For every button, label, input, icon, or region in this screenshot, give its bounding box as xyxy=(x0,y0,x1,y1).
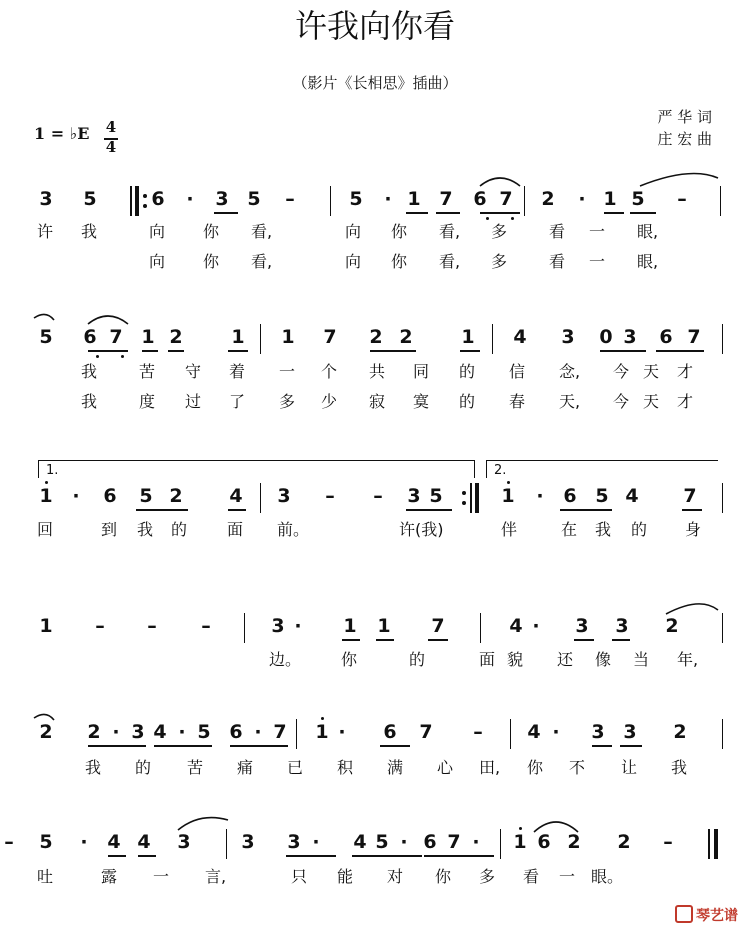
tie-arc xyxy=(480,178,520,186)
note: 3 xyxy=(623,721,637,743)
note: 3 xyxy=(177,831,191,853)
lyric-verse-one: 着 xyxy=(229,362,246,381)
lyric-verse-one: 一 xyxy=(153,867,170,886)
note: 2 xyxy=(665,615,679,637)
lyric-verse-one: 看 xyxy=(523,867,540,886)
lyric-verse-two: 我 xyxy=(81,392,98,411)
note: · xyxy=(536,485,544,507)
lyric-verse-one: 面 xyxy=(227,520,244,539)
note: · xyxy=(578,188,586,210)
note: · xyxy=(112,721,120,743)
note: 3 xyxy=(287,831,301,853)
lyric-verse-one: 才 xyxy=(677,362,694,381)
note: – xyxy=(147,615,157,637)
lyric-verse-one: 在 xyxy=(561,520,578,539)
note: 3 xyxy=(277,485,291,507)
lyric-verse-one: 向 xyxy=(149,222,166,241)
song-title: 许我向你看 xyxy=(294,7,455,45)
lyric-verse-one: 你 xyxy=(435,867,452,886)
lyric-verse-one: 到 xyxy=(101,520,118,539)
lyric-verse-one: 的 xyxy=(135,758,152,777)
lyric-verse-two: 春 xyxy=(509,392,526,411)
lyric-verse-one: 吐 xyxy=(37,867,54,886)
lyric-verse-one: 我 xyxy=(137,520,154,539)
note: 1 xyxy=(513,831,527,853)
lyric-verse-one: 你 xyxy=(341,650,358,669)
note: · xyxy=(254,721,262,743)
note: – xyxy=(373,485,383,507)
note: 1 xyxy=(315,721,329,743)
note: · xyxy=(186,188,194,210)
lyric-verse-one: 前。 xyxy=(277,520,310,539)
note: 4 xyxy=(527,721,541,743)
note: 5 xyxy=(139,485,153,507)
note: · xyxy=(178,721,186,743)
lyric-verse-one: 对 xyxy=(387,867,404,886)
lyric-verse-one: 已 xyxy=(287,758,304,777)
note: 3 xyxy=(215,188,229,210)
lyric-verse-one: 看, xyxy=(439,222,461,241)
lyric-verse-one: 一 xyxy=(279,362,296,381)
note: 1 xyxy=(231,326,245,348)
lyric-verse-one: 今 xyxy=(613,362,630,381)
lyric-verse-one: 信 xyxy=(509,362,526,381)
lyric-verse-one: 看, xyxy=(251,222,273,241)
lyric-verse-one: 伴 xyxy=(501,520,518,539)
lyric-verse-two: 多 xyxy=(491,252,508,271)
lyric-verse-one: 守 xyxy=(185,362,202,381)
lyric-verse-one: 还 xyxy=(557,650,574,669)
lyric-verse-one: 的 xyxy=(171,520,188,539)
note: 6 xyxy=(103,485,117,507)
lyric-verse-one: 看 xyxy=(549,222,566,241)
lyric-verse-two: 你 xyxy=(391,252,408,271)
note: 3 xyxy=(271,615,285,637)
lyric-verse-two: 天, xyxy=(559,392,581,411)
lyric-verse-two: 才 xyxy=(677,392,694,411)
lyric-verse-two: 天 xyxy=(643,392,660,411)
lyric-verse-one: 的 xyxy=(459,362,476,381)
lyric-verse-two: 看, xyxy=(439,252,461,271)
note: 7 xyxy=(683,485,697,507)
note: 7 xyxy=(447,831,461,853)
note: 3 xyxy=(591,721,605,743)
lyric-verse-two: 了 xyxy=(229,392,246,411)
note: 7 xyxy=(431,615,445,637)
note: 3 xyxy=(623,326,637,348)
note: 5 xyxy=(197,721,211,743)
note: 3 xyxy=(39,188,53,210)
lyric-verse-two: 过 xyxy=(185,392,202,411)
lyric-verse-two: 眼, xyxy=(637,252,659,271)
note: – xyxy=(201,615,211,637)
volta-one-label: 1. xyxy=(46,463,59,478)
note: 3 xyxy=(241,831,255,853)
lyric-verse-one: 言, xyxy=(205,867,227,886)
note: 4 xyxy=(353,831,367,853)
lyric-verse-one: 许(我) xyxy=(399,520,444,539)
note: 1 xyxy=(603,188,617,210)
note: 7 xyxy=(323,326,337,348)
lyric-verse-one: 向 xyxy=(345,222,362,241)
note: 3 xyxy=(407,485,421,507)
tie-arc xyxy=(34,314,54,320)
lyric-verse-one: 你 xyxy=(527,758,544,777)
note: · xyxy=(532,615,540,637)
note: 2 xyxy=(399,326,413,348)
lyric-verse-one: 我 xyxy=(595,520,612,539)
note: 3 xyxy=(575,615,589,637)
note: 1 xyxy=(501,485,515,507)
lyric-verse-one: 的 xyxy=(409,650,426,669)
lyric-verse-two: 的 xyxy=(459,392,476,411)
note: · xyxy=(384,188,392,210)
lyric-verse-two: 寞 xyxy=(413,392,430,411)
note: 5 xyxy=(349,188,363,210)
lyric-verse-one: 不 xyxy=(569,758,586,777)
lyric-verse-one: 我 xyxy=(671,758,688,777)
lyric-verse-one: 天 xyxy=(643,362,660,381)
lyric-verse-one: 许 xyxy=(37,222,54,241)
note: 6 xyxy=(537,831,551,853)
tie-arc xyxy=(88,316,128,324)
lyric-verse-one: 眼, xyxy=(637,222,659,241)
note: 5 xyxy=(39,326,53,348)
note: 5 xyxy=(83,188,97,210)
note: 2 xyxy=(541,188,555,210)
lyric-verse-one: 的 xyxy=(631,520,648,539)
note: 2 xyxy=(567,831,581,853)
note: 1 xyxy=(377,615,391,637)
note: 2 xyxy=(169,326,183,348)
note: 2 xyxy=(617,831,631,853)
key-label: 1 = ♭E xyxy=(34,124,90,143)
note: 6 xyxy=(473,188,487,210)
note: 4 xyxy=(229,485,243,507)
lyric-verse-one: 我 xyxy=(81,362,98,381)
note: – xyxy=(677,188,687,210)
note: 4 xyxy=(625,485,639,507)
lyric-verse-one: 多 xyxy=(479,867,496,886)
note: 7 xyxy=(109,326,123,348)
note: 7 xyxy=(439,188,453,210)
lyric-verse-two: 向 xyxy=(149,252,166,271)
note: – xyxy=(4,831,14,853)
note: 4 xyxy=(153,721,167,743)
lyric-verse-two: 看 xyxy=(549,252,566,271)
note: 1 xyxy=(39,485,53,507)
note: 1 xyxy=(39,615,53,637)
note: 7 xyxy=(273,721,287,743)
lyric-verse-one: 面 xyxy=(479,650,496,669)
note: 6 xyxy=(563,485,577,507)
note: 5 xyxy=(375,831,389,853)
lyric-verse-two: 向 xyxy=(345,252,362,271)
lyric-verse-one: 边。 xyxy=(269,650,302,669)
note: 2 xyxy=(369,326,383,348)
tie-arc xyxy=(178,818,228,830)
lyric-verse-one: 像 xyxy=(595,650,612,669)
note: · xyxy=(294,615,302,637)
note: · xyxy=(552,721,560,743)
tie-arc xyxy=(534,822,578,832)
note: 6 xyxy=(423,831,437,853)
time-signature-bottom: 4 xyxy=(105,138,117,156)
song-subtitle: （影片《长相思》插曲） xyxy=(292,74,458,92)
lyric-verse-two: 看, xyxy=(251,252,273,271)
lyric-verse-one: 我 xyxy=(81,222,98,241)
note: · xyxy=(312,831,320,853)
note: 4 xyxy=(509,615,523,637)
lyric-verse-one: 痛 xyxy=(237,758,254,777)
tie-arc xyxy=(640,174,718,187)
lyric-verse-two: 今 xyxy=(613,392,630,411)
note: – xyxy=(663,831,673,853)
lyric-verse-two: 你 xyxy=(203,252,220,271)
note: 2 xyxy=(673,721,687,743)
note: · xyxy=(338,721,346,743)
lyric-verse-one: 让 xyxy=(621,758,638,777)
logo-text: 琴艺谱 xyxy=(696,908,738,924)
lyric-verse-two: 度 xyxy=(139,392,156,411)
lyric-verse-one: 心 xyxy=(437,758,454,777)
note: 2 xyxy=(169,485,183,507)
lyric-verse-one: 我 xyxy=(85,758,102,777)
note: · xyxy=(72,485,80,507)
lyric-verse-one: 多 xyxy=(491,222,508,241)
note: 2 xyxy=(39,721,53,743)
lyric-verse-one: 田, xyxy=(479,758,501,777)
note: 5 xyxy=(247,188,261,210)
note: 1 xyxy=(141,326,155,348)
volta-two-label: 2. xyxy=(494,463,507,478)
lyric-verse-one: 年, xyxy=(677,650,699,669)
lyric-verse-one: 共 xyxy=(369,362,386,381)
lyric-verse-two: 一 xyxy=(589,252,606,271)
lyric-verse-one: 你 xyxy=(391,222,408,241)
note: 2 xyxy=(87,721,101,743)
note: 5 xyxy=(595,485,609,507)
note: 0 xyxy=(599,326,613,348)
note: · xyxy=(472,831,480,853)
note: 1 xyxy=(461,326,475,348)
lyricist-credit: 严 华 词 xyxy=(657,108,712,126)
tie-arc xyxy=(666,604,718,614)
lyric-verse-one: 一 xyxy=(589,222,606,241)
note: 5 xyxy=(631,188,645,210)
note: 6 xyxy=(83,326,97,348)
lyric-verse-one: 当 xyxy=(633,650,650,669)
note: 3 xyxy=(561,326,575,348)
lyric-verse-one: 一 xyxy=(559,867,576,886)
lyric-verse-one: 同 xyxy=(413,362,430,381)
note: – xyxy=(473,721,483,743)
note: 1 xyxy=(281,326,295,348)
note: · xyxy=(80,831,88,853)
note: 7 xyxy=(687,326,701,348)
lyric-verse-one: 眼。 xyxy=(591,867,624,886)
note: 6 xyxy=(229,721,243,743)
lyric-verse-two: 寂 xyxy=(369,392,386,411)
tie-arc xyxy=(34,714,54,720)
lyric-verse-two: 多 xyxy=(279,392,296,411)
lyric-verse-one: 身 xyxy=(685,520,702,539)
lyric-verse-one: 苦 xyxy=(187,758,204,777)
note: 3 xyxy=(615,615,629,637)
time-signature-top: 4 xyxy=(105,118,117,136)
note: – xyxy=(325,485,335,507)
note: 1 xyxy=(407,188,421,210)
lyric-verse-one: 你 xyxy=(203,222,220,241)
lyric-verse-one: 露 xyxy=(101,867,118,886)
note: 6 xyxy=(659,326,673,348)
note: 3 xyxy=(131,721,145,743)
note: 4 xyxy=(513,326,527,348)
note: 7 xyxy=(499,188,513,210)
note: 6 xyxy=(383,721,397,743)
note: 5 xyxy=(429,485,443,507)
lyric-verse-one: 满 xyxy=(387,758,404,777)
lyric-verse-one: 只 xyxy=(291,867,308,886)
note: 1 xyxy=(343,615,357,637)
composer-credit: 庄 宏 曲 xyxy=(657,130,712,148)
note: – xyxy=(95,615,105,637)
note: – xyxy=(285,188,295,210)
note: 7 xyxy=(419,721,433,743)
lyric-verse-one: 苦 xyxy=(139,362,156,381)
lyric-verse-one: 积 xyxy=(337,758,354,777)
note: 6 xyxy=(151,188,165,210)
lyric-verse-one: 能 xyxy=(337,867,354,886)
lyric-verse-one: 回 xyxy=(37,520,54,539)
lyric-verse-one: 貌 xyxy=(507,650,524,669)
note: 4 xyxy=(137,831,151,853)
note: 4 xyxy=(107,831,121,853)
lyric-verse-one: 念, xyxy=(559,362,581,381)
lyric-verse-two: 少 xyxy=(321,392,338,411)
note: 5 xyxy=(39,831,53,853)
note: · xyxy=(400,831,408,853)
lyric-verse-one: 个 xyxy=(321,362,338,381)
